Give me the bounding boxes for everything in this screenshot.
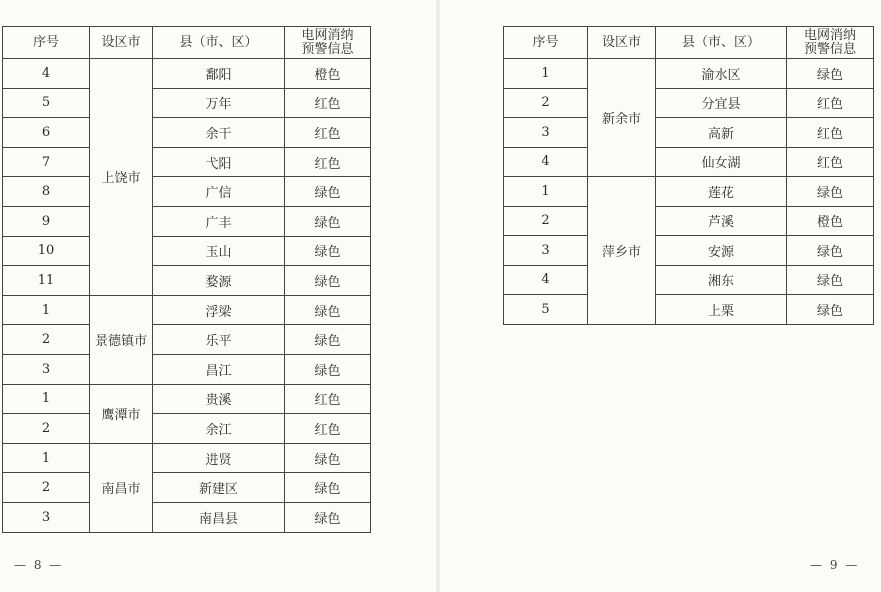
cell-warning-level: 橙色 <box>285 59 371 89</box>
page-number-left: — 8 — <box>14 558 64 572</box>
cell-seq: 4 <box>504 265 588 295</box>
cell-seq: 8 <box>3 177 90 207</box>
right-warning-table <box>503 26 874 325</box>
table-row <box>3 502 371 532</box>
cell-warning-level: 橙色 <box>787 206 874 236</box>
header-seq: 序号 <box>3 27 90 59</box>
cell-seq: 2 <box>3 473 90 503</box>
cell-seq: 1 <box>3 384 90 414</box>
header-county: 县（市、区） <box>656 27 787 59</box>
cell-warning-level: 绿色 <box>285 177 371 207</box>
cell-county: 万年 <box>153 88 285 118</box>
right-table-body <box>504 59 874 325</box>
cell-warning-level: 绿色 <box>787 177 874 207</box>
table-row <box>504 236 874 266</box>
cell-warning-level: 绿色 <box>285 295 371 325</box>
table-row <box>3 325 371 355</box>
cell-county: 乐平 <box>153 325 285 355</box>
table-row <box>3 384 371 414</box>
table-header-row <box>3 27 371 59</box>
cell-seq: 5 <box>3 88 90 118</box>
cell-county: 高新 <box>656 118 787 148</box>
cell-warning-level: 红色 <box>285 118 371 148</box>
header-county: 县（市、区） <box>153 27 285 59</box>
cell-seq: 2 <box>504 88 588 118</box>
cell-district-city: 萍乡市 <box>588 177 656 325</box>
cell-warning-level: 红色 <box>787 88 874 118</box>
cell-warning-level: 绿色 <box>285 473 371 503</box>
cell-warning-level: 绿色 <box>787 59 874 89</box>
left-table-body <box>3 59 371 533</box>
cell-county: 分宜县 <box>656 88 787 118</box>
cell-seq: 1 <box>3 295 90 325</box>
cell-seq: 2 <box>504 206 588 236</box>
cell-warning-level: 绿色 <box>285 354 371 384</box>
cell-seq: 2 <box>3 414 90 444</box>
cell-seq: 3 <box>3 502 90 532</box>
cell-seq: 4 <box>3 59 90 89</box>
cell-seq: 3 <box>504 236 588 266</box>
cell-warning-level: 红色 <box>787 147 874 177</box>
cell-seq: 1 <box>504 59 588 89</box>
cell-county: 安源 <box>656 236 787 266</box>
cell-county: 广信 <box>153 177 285 207</box>
cell-county: 鄱阳 <box>153 59 285 89</box>
table-row <box>504 206 874 236</box>
table-row <box>3 236 371 266</box>
header-warning-line1: 电网消纳 <box>301 27 354 43</box>
table-row <box>3 295 371 325</box>
cell-warning-level: 绿色 <box>285 236 371 266</box>
cell-county: 玉山 <box>153 236 285 266</box>
cell-seq: 4 <box>504 147 588 177</box>
table-row <box>3 443 371 473</box>
table-row <box>504 295 874 325</box>
cell-county: 进贤 <box>153 443 285 473</box>
cell-county: 新建区 <box>153 473 285 503</box>
cell-district-city: 景德镇市 <box>90 295 153 384</box>
header-warning-line2: 预警信息 <box>301 41 354 57</box>
cell-district-city: 新余市 <box>588 59 656 177</box>
cell-county: 仙女湖 <box>656 147 787 177</box>
cell-seq: 10 <box>3 236 90 266</box>
left-page <box>0 0 436 592</box>
cell-county: 浮梁 <box>153 295 285 325</box>
cell-county: 湘东 <box>656 265 787 295</box>
cell-county: 贵溪 <box>153 384 285 414</box>
cell-seq: 2 <box>3 325 90 355</box>
cell-county: 莲花 <box>656 177 787 207</box>
cell-county: 南昌县 <box>153 502 285 532</box>
header-warning-line1: 电网消纳 <box>803 27 856 43</box>
table-row <box>3 147 371 177</box>
cell-seq: 1 <box>3 443 90 473</box>
table-row <box>3 414 371 444</box>
cell-seq: 9 <box>3 206 90 236</box>
table-row <box>504 59 874 89</box>
cell-warning-level: 红色 <box>285 414 371 444</box>
cell-district-city: 上饶市 <box>90 59 153 296</box>
table-row <box>3 473 371 503</box>
cell-warning-level: 红色 <box>285 384 371 414</box>
cell-warning-level: 绿色 <box>787 265 874 295</box>
cell-warning-level: 红色 <box>285 88 371 118</box>
cell-warning-level: 绿色 <box>285 206 371 236</box>
header-district: 设区市 <box>90 27 153 59</box>
header-warning <box>285 27 371 59</box>
table-header-row <box>504 27 874 59</box>
header-district: 设区市 <box>588 27 656 59</box>
cell-county: 渝水区 <box>656 59 787 89</box>
page-number-right: — 9 — <box>810 558 860 572</box>
cell-seq: 7 <box>3 147 90 177</box>
right-page <box>440 0 881 592</box>
cell-warning-level: 绿色 <box>787 295 874 325</box>
table-row <box>3 206 371 236</box>
header-warning <box>787 27 874 59</box>
table-row <box>3 59 371 89</box>
cell-county: 上栗 <box>656 295 787 325</box>
table-row <box>3 354 371 384</box>
cell-warning-level: 红色 <box>787 118 874 148</box>
table-row <box>504 177 874 207</box>
cell-county: 余江 <box>153 414 285 444</box>
cell-district-city: 鹰潭市 <box>90 384 153 443</box>
cell-seq: 1 <box>504 177 588 207</box>
table-row <box>504 88 874 118</box>
cell-county: 弋阳 <box>153 147 285 177</box>
cell-warning-level: 红色 <box>285 147 371 177</box>
table-row <box>3 177 371 207</box>
left-warning-table <box>2 26 371 533</box>
cell-seq: 11 <box>3 266 90 296</box>
cell-warning-level: 绿色 <box>285 502 371 532</box>
cell-warning-level: 绿色 <box>285 266 371 296</box>
cell-seq: 3 <box>504 118 588 148</box>
cell-seq: 3 <box>3 354 90 384</box>
table-row <box>504 118 874 148</box>
cell-county: 芦溪 <box>656 206 787 236</box>
cell-county: 余干 <box>153 118 285 148</box>
table-row <box>504 147 874 177</box>
header-warning-line2: 预警信息 <box>803 41 856 57</box>
cell-warning-level: 绿色 <box>285 325 371 355</box>
table-row <box>3 88 371 118</box>
table-row <box>3 266 371 296</box>
header-seq: 序号 <box>504 27 588 59</box>
cell-district-city: 南昌市 <box>90 443 153 532</box>
cell-seq: 6 <box>3 118 90 148</box>
table-row <box>3 118 371 148</box>
cell-warning-level: 绿色 <box>787 236 874 266</box>
cell-county: 昌江 <box>153 354 285 384</box>
cell-county: 婺源 <box>153 266 285 296</box>
table-row <box>504 265 874 295</box>
cell-county: 广丰 <box>153 206 285 236</box>
cell-seq: 5 <box>504 295 588 325</box>
cell-warning-level: 绿色 <box>285 443 371 473</box>
